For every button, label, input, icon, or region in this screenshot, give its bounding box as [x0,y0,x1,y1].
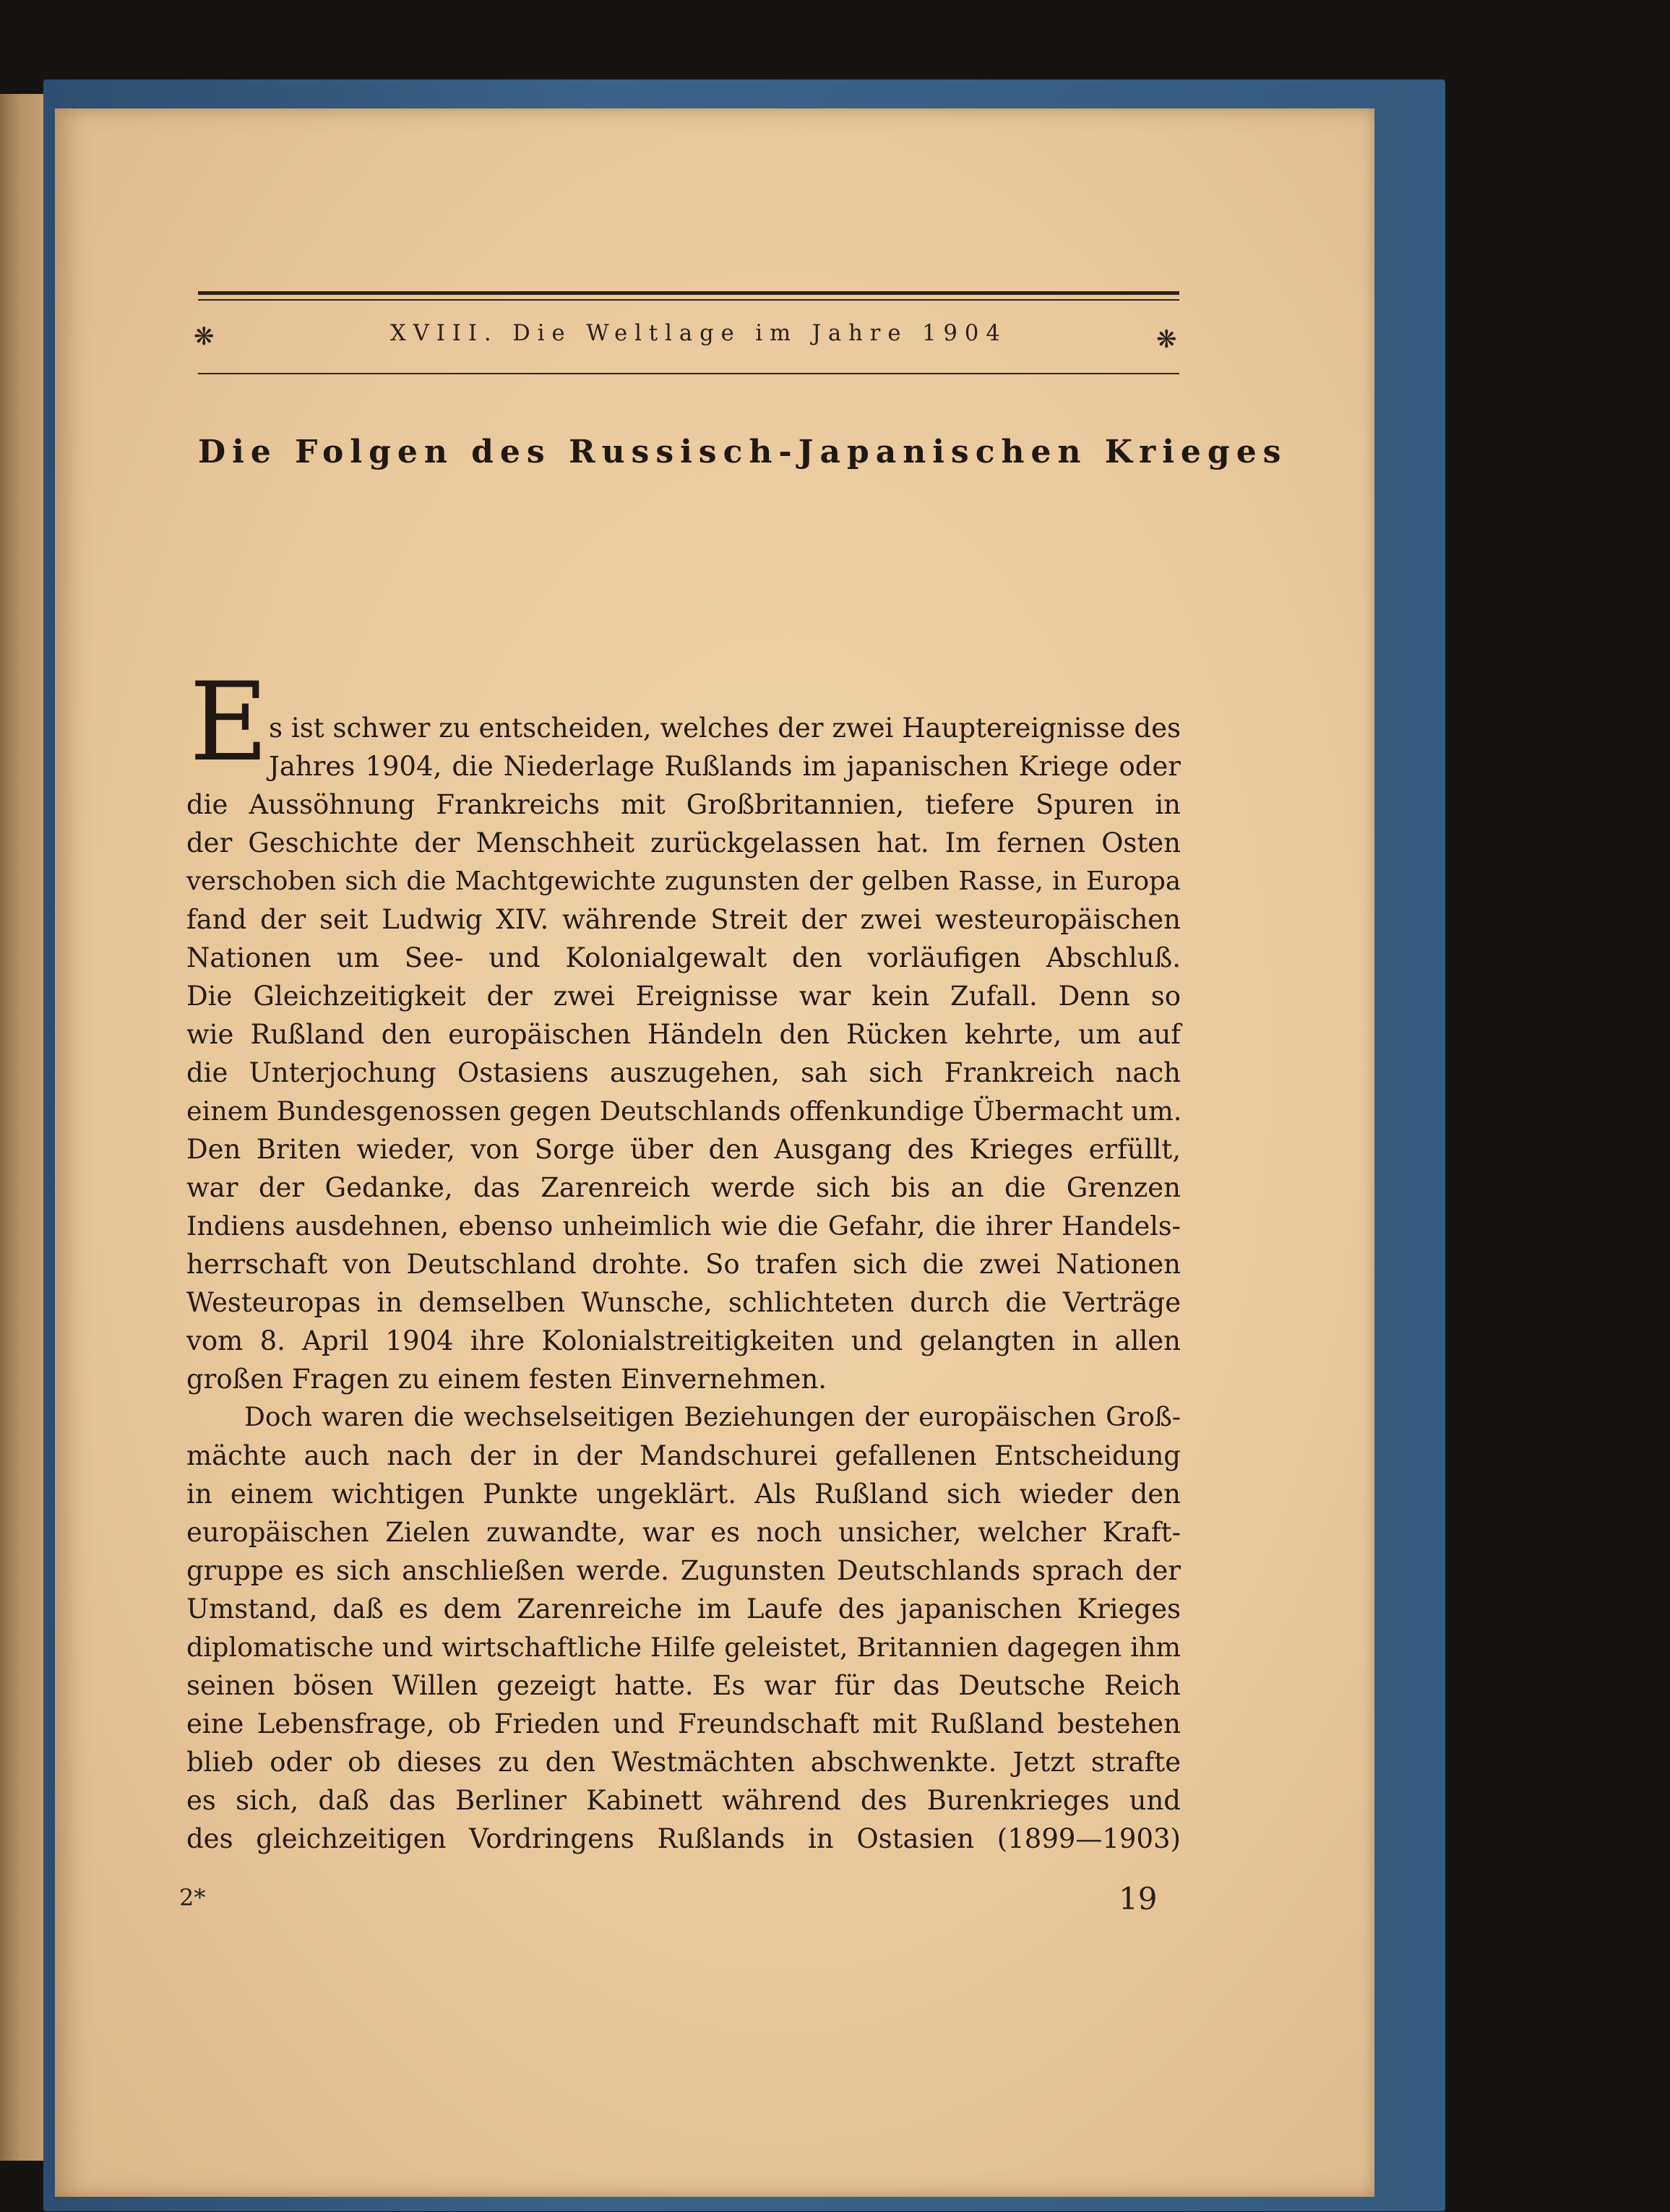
signature-mark: 2* [179,1884,206,1911]
text-line: in einem wichtigen Punkte ungeklärt. Als Rußland sich wieder den [186,1479,1181,1510]
text-line: Nationen um See- und Kolonialgewalt den vorläufigen Abschluß. [186,942,1181,973]
text-line: die Unterjochung Ostasiens auszugehen, sah sich Frankreich nach [186,1057,1181,1088]
text-line: europäischen Zielen zuwandte, war es noch unsicher, welcher Kraft- [186,1517,1181,1548]
page-number: 19 [1119,1881,1158,1916]
ornament-left-icon: ❋ [194,322,215,351]
text-line: Die Gleichzeitigkeit der zwei Ereignisse war kein Zufall. Denn so [186,981,1181,1012]
header-rule-thin [198,299,1179,301]
text-line: s ist schwer zu entscheiden, welches der zwei Hauptereignisse des [269,713,1181,744]
chapter-title: Die Folgen des Russisch-Japanischen Krieges [198,434,1288,470]
text-line: eine Lebensfrage, ob Frieden und Freundschaft mit Rußland bestehen [186,1708,1181,1739]
text-line: Westeuropas in demselben Wunsche, schlichteten durch die Verträge [186,1287,1181,1318]
text-line: vom 8. April 1904 ihre Kolonialstreitigkeiten und gelangten in allen [186,1325,1181,1356]
text-line: Umstand, daß es dem Zarenreiche im Laufe des japanischen Krieges [186,1593,1181,1624]
text-line: wie Rußland den europäischen Händeln den Rücken kehrte, um auf [186,1019,1181,1050]
text-line: großen Fragen zu einem festen Einvernehmen. [186,1364,827,1395]
ornament-right-icon: ❋ [1156,325,1177,354]
text-line: war der Gedanke, das Zarenreich werde sich bis an die Grenzen [186,1172,1181,1203]
text-line: fand der seit Ludwig XIV. währende Streit der zwei westeuropäischen [186,904,1181,935]
text-line: diplomatische und wirtschaftliche Hilfe geleistet, Britannien dagegen ihm [186,1632,1181,1663]
header-rule-thick [198,291,1179,295]
text-line: die Aussöhnung Frankreichs mit Großbritannien, tiefere Spuren in [186,789,1181,820]
running-head: XVIII. Die Weltlage im Jahre 1904 [390,321,1007,346]
text-line: des gleichzeitigen Vordringens Rußlands in Ostasien (1899—1903) [186,1823,1181,1854]
text-line: gruppe es sich anschließen werde. Zugunsten Deutschlands sprach der [186,1555,1181,1586]
header-rule-bottom [198,373,1179,374]
text-line: Jahres 1904, die Niederlage Rußlands im japanischen Kriege oder [269,751,1181,782]
text-line: der Geschichte der Menschheit zurückgelassen hat. Im fernen Osten [186,827,1181,858]
text-line: Indiens ausdehnen, ebenso unheimlich wie die Gefahr, die ihrer Handels- [186,1210,1181,1241]
text-line: einem Bundesgenossen gegen Deutschlands offenkundige Übermacht um. [186,1096,1182,1127]
text-line: Doch waren die wechselseitigen Beziehungen der europäischen Groß- [244,1403,1181,1432]
text-line: verschoben sich die Machtgewichte zugunsten der gelben Rasse, in Europa [186,866,1181,896]
text-line: es sich, daß das Berliner Kabinett während des Burenkrieges und [186,1785,1181,1816]
text-line: Den Briten wieder, von Sorge über den Ausgang des Krieges erfüllt, [186,1134,1181,1165]
drop-cap: E [189,660,269,786]
text-line: seinen bösen Willen gezeigt hatte. Es war für das Deutsche Reich [186,1670,1181,1701]
text-line: blieb oder ob dieses zu den Westmächten abschwenkte. Jetzt strafte [186,1747,1181,1778]
text-line: herrschaft von Deutschland drohte. So trafen sich die zwei Nationen [186,1249,1181,1280]
text-line: mächte auch nach der in der Mandschurei gefallenen Entscheidung [186,1440,1181,1471]
